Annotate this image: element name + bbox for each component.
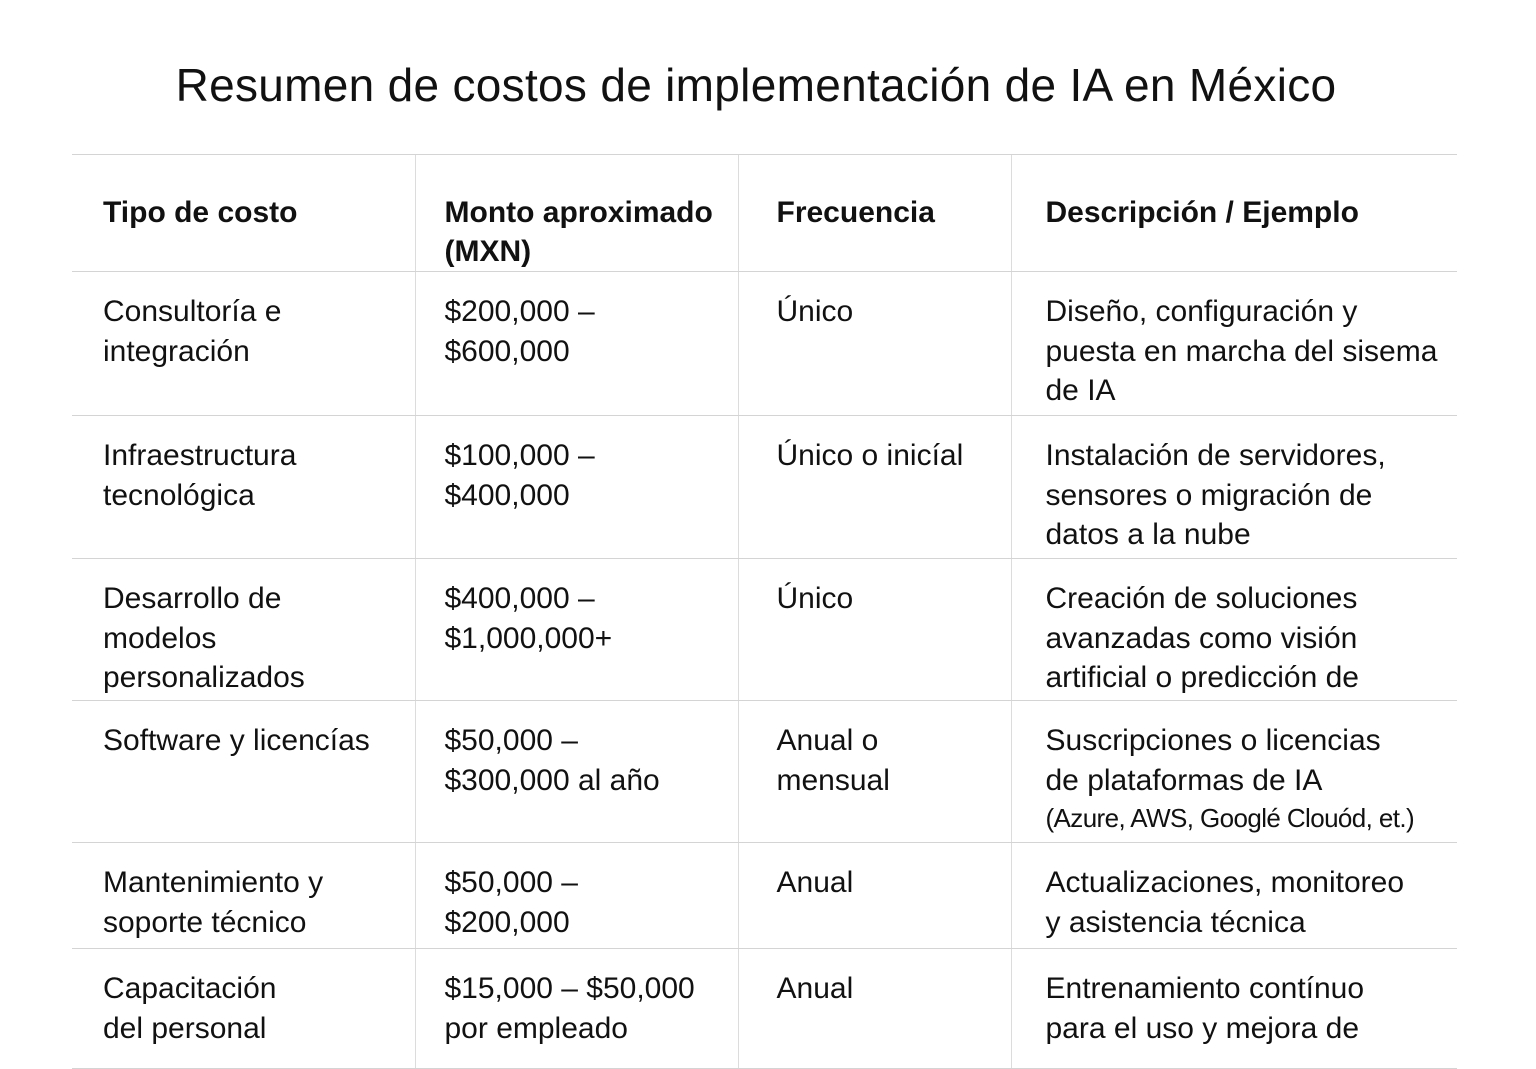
header-frecuencia: Frecuencia xyxy=(738,155,1011,272)
cell-text: Anual xyxy=(776,866,854,899)
cell-text: soporte técnico xyxy=(103,905,307,939)
cell-frecuencia xyxy=(738,701,1011,843)
cell-text: Diseño, configuración y xyxy=(1045,295,1358,328)
cell-text: Consultoría e xyxy=(103,295,282,328)
cell-tipo xyxy=(72,416,415,559)
cell-descripcion xyxy=(1011,843,1457,949)
header-tipo: Tipo de costo xyxy=(72,155,415,272)
cell-frecuencia xyxy=(738,843,1011,949)
cell-text: Actualizaciones, monitoreo xyxy=(1045,866,1405,899)
cell-text: de plataformas de IA xyxy=(1045,763,1323,797)
cell-text: $400,000 – xyxy=(444,582,595,615)
table-header-row xyxy=(72,155,1457,272)
cell-tipo xyxy=(72,843,415,949)
header-descripcion: Descripción / Ejemplo xyxy=(1011,155,1457,272)
cell-monto xyxy=(415,272,738,416)
cell-descripcion xyxy=(1011,701,1457,843)
header-monto-line2: (MXN) xyxy=(444,235,532,268)
cell-text: artificial o predicción de xyxy=(1045,661,1359,694)
cell-note: (Azure, AWS, Googlé Clouód, et.) xyxy=(1045,803,1415,833)
cell-text: sensores o migración de xyxy=(1045,478,1373,512)
cell-descripcion xyxy=(1011,559,1457,701)
table-row xyxy=(72,416,1457,559)
cell-frecuencia xyxy=(738,559,1011,701)
cell-text: Único o inicíal xyxy=(776,439,964,472)
cell-text: $50,000 – xyxy=(444,866,578,899)
table-row xyxy=(72,272,1457,416)
cell-text: datos a la nube xyxy=(1045,518,1251,551)
cell-text: $400,000 xyxy=(444,478,570,512)
cell-text: $100,000 – xyxy=(444,439,595,472)
cell-text: personalizados xyxy=(103,661,305,694)
cell-frecuencia xyxy=(738,416,1011,559)
cell-monto xyxy=(415,416,738,559)
cell-text: Mantenimiento y xyxy=(103,866,324,899)
cell-text: y asistencia técnica xyxy=(1045,905,1306,939)
cell-text: Desarrollo de xyxy=(103,582,282,615)
cost-summary-table xyxy=(72,154,1457,1069)
cell-text: para el uso y mejora de xyxy=(1045,1011,1360,1045)
cell-text: Capacitación xyxy=(103,972,277,1005)
table-row xyxy=(72,701,1457,843)
cell-text: $15,000 – $50,000 xyxy=(444,972,695,1005)
cell-monto xyxy=(415,701,738,843)
cell-text: Entrenamiento contínuo xyxy=(1045,972,1365,1005)
cell-descripcion xyxy=(1011,416,1457,559)
cell-text: Creación de soluciones xyxy=(1045,582,1358,615)
cell-descripcion xyxy=(1011,272,1457,416)
header-monto xyxy=(415,155,738,272)
cell-text: Único xyxy=(776,582,854,615)
cell-tipo xyxy=(72,272,415,416)
cell-text: de IA xyxy=(1045,374,1116,407)
cell-text: $200,000 – xyxy=(444,295,595,328)
cell-text: $200,000 xyxy=(444,905,570,939)
cell-text: Instalación de servidores, xyxy=(1045,439,1386,472)
cell-tipo xyxy=(72,701,415,843)
cell-text: Infraestructura xyxy=(103,439,297,472)
cell-frecuencia xyxy=(738,272,1011,416)
cell-text: $600,000 xyxy=(444,334,570,368)
cell-text: $300,000 al año xyxy=(444,763,660,797)
cell-text: Software y licencías xyxy=(103,724,370,757)
cell-text: Anual xyxy=(776,972,854,1005)
cell-text: tecnológica xyxy=(103,478,255,512)
cell-text: modelos xyxy=(103,621,217,655)
cell-monto xyxy=(415,843,738,949)
cell-monto xyxy=(415,949,738,1069)
cell-text: Anual o xyxy=(776,724,879,757)
cell-tipo xyxy=(72,949,415,1069)
cell-text: Único xyxy=(776,295,854,328)
cell-text: por empleado xyxy=(444,1011,628,1045)
cell-text: integración xyxy=(103,334,250,368)
table-row xyxy=(72,843,1457,949)
cell-monto xyxy=(415,559,738,701)
table-row xyxy=(72,949,1457,1069)
cell-text: puesta en marcha del sisema xyxy=(1045,334,1438,368)
cell-text: del personal xyxy=(103,1011,267,1045)
cell-frecuencia xyxy=(738,949,1011,1069)
cell-text: avanzadas como visión xyxy=(1045,621,1358,655)
cell-descripcion xyxy=(1011,949,1457,1069)
cell-tipo xyxy=(72,559,415,701)
cell-text: $50,000 – xyxy=(444,724,578,757)
cell-text: mensual xyxy=(776,763,890,797)
table-row xyxy=(72,559,1457,701)
cell-text: Suscripciones o licencias xyxy=(1045,724,1381,757)
cell-text: $1,000,000+ xyxy=(444,621,613,655)
page-title: Resumen de costos de implementación de IA en México xyxy=(175,59,1337,111)
header-monto-line1: Monto aproximado xyxy=(444,196,713,229)
